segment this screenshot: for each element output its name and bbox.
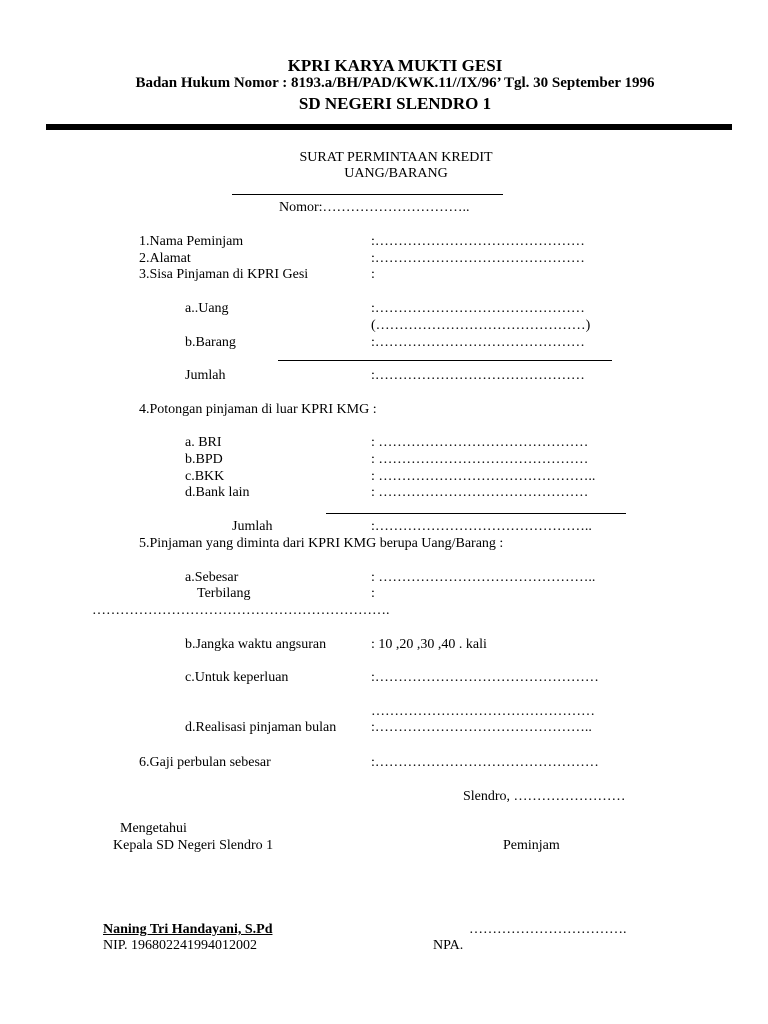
jangka-label: b.Jangka waktu angsuran: [185, 637, 327, 652]
realisasi-label: d.Realisasi pinjaman bulan: [185, 720, 337, 735]
bpd-label: b.BPD: [185, 452, 223, 467]
jumlah1-label: Jumlah: [185, 368, 226, 383]
sisa-value: :: [371, 267, 375, 282]
alamat-value: :………………………………………: [371, 251, 585, 266]
banklain-value: : ………………………………………: [371, 485, 589, 500]
form-title-line1: SURAT PERMINTAAN KREDIT: [299, 150, 493, 165]
kepala-title: Kepala SD Negeri Slendro 1: [113, 838, 274, 853]
bkk-value: : ………………………………………..: [371, 469, 596, 484]
peminjam-signature-line: …………………………….: [469, 922, 627, 937]
gaji-value: :…………………………………………: [371, 755, 599, 770]
keperluan-line2: …………………………………………: [371, 704, 595, 719]
potongan-label: 4.Potongan pinjaman di luar KPRI KMG :: [139, 402, 377, 417]
sisa-label: 3.Sisa Pinjaman di KPRI Gesi: [139, 267, 309, 282]
nama-label: 1.Nama Peminjam: [139, 234, 244, 249]
peminjam-title: Peminjam: [503, 838, 560, 853]
mengetahui-label: Mengetahui: [120, 821, 187, 836]
place-date: Slendro, ……………………: [463, 789, 626, 804]
sebesar-label: a.Sebesar: [185, 570, 239, 585]
sum-line-1: [278, 360, 612, 361]
jumlah1-value: :………………………………………: [371, 368, 585, 383]
jangka-value: : 10 ,20 ,30 ,40 . kali: [371, 637, 487, 652]
kepala-nip: NIP. 196802241994012002: [103, 938, 258, 953]
sum-line-2: [326, 513, 626, 514]
sebesar-value: : ………………………………………..: [371, 570, 596, 585]
banklain-label: d.Bank lain: [185, 485, 250, 500]
uang-label: a..Uang: [185, 301, 229, 316]
form-title-line2: UANG/BARANG: [344, 166, 448, 181]
terbilang-label: Terbilang: [197, 586, 251, 601]
keperluan-label: c.Untuk keperluan: [185, 670, 289, 685]
uang-paren: (………………………………………): [371, 318, 591, 333]
jumlah2-value: :………………………………………..: [371, 519, 592, 534]
bri-value: : ………………………………………: [371, 435, 589, 450]
barang-label: b.Barang: [185, 335, 236, 350]
school-name: SD NEGERI SLENDRO 1: [298, 94, 492, 113]
realisasi-value: :………………………………………..: [371, 720, 592, 735]
nomor-field: Nomor:…………………………..: [279, 200, 470, 215]
kepala-name: Naning Tri Handayani, S.Pd: [103, 922, 273, 937]
jumlah2-label: Jumlah: [232, 519, 273, 534]
nama-value: :………………………………………: [371, 234, 585, 249]
terbilang-value: :: [371, 586, 375, 601]
title-underline: [232, 194, 503, 195]
alamat-label: 2.Alamat: [139, 251, 191, 266]
keperluan-value: :…………………………………………: [371, 670, 599, 685]
legal-line: Badan Hukum Nomor : 8193.a/BH/PAD/KWK.11//IX/96’ Tgl. 30 September 1996: [135, 75, 655, 91]
peminjam-npa: NPA.: [433, 938, 464, 953]
bkk-label: c.BKK: [185, 469, 225, 484]
bpd-value: : ………………………………………: [371, 452, 589, 467]
gaji-label: 6.Gaji perbulan sebesar: [139, 755, 271, 770]
barang-value: :………………………………………: [371, 335, 585, 350]
uang-value: :………………………………………: [371, 301, 585, 316]
bri-label: a. BRI: [185, 435, 222, 450]
header-divider: [46, 124, 732, 130]
pinjaman-label: 5.Pinjaman yang diminta dari KPRI KMG berupa Uang/Barang :: [139, 536, 504, 551]
terbilang-line: ……………………………………………………….: [92, 603, 390, 618]
org-name: KPRI KARYA MUKTI GESI: [287, 56, 503, 75]
